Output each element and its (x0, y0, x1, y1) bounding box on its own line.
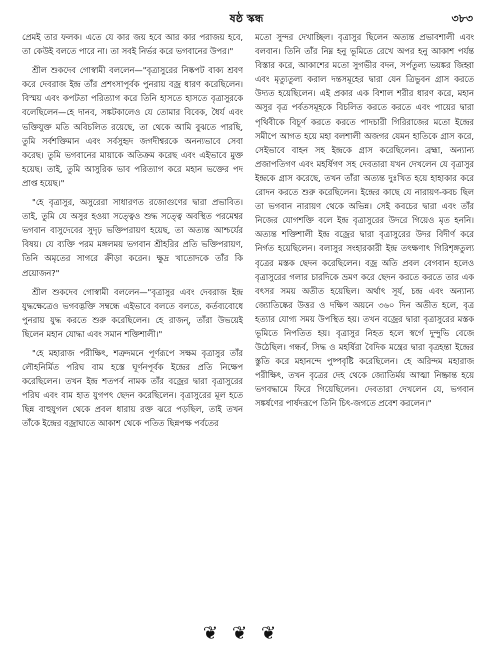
paragraph: প্রেমই তার ফলক। এতে যে কার জয় হবে আর কার পরাজয় হবে, তা কেউই বলতে পারে না। তা সবই নির্ভর করে ভগবানের উপর।" (22, 32, 243, 57)
page-number: ৩৮৩ (451, 12, 473, 25)
paragraph: শ্রীল শুকদেব গোস্বামী বললেন—"বৃত্রাসুর এবং দেবরাজ ইন্দ্র যুদ্ধক্ষেত্রেও ভগবদ্ভক্তি সম্বন্ধে এইভাবে বলতে বলতে, কর্তব্যবোধে পুনরায় যুদ্ধ করতে শুরু করেছিলেন। হে রাজন্, তাঁরা উভয়েই ছিলেন মহান যোদ্ধা এবং সমান শক্তিশালী।" (22, 286, 243, 339)
footer-ornament (0, 623, 493, 653)
paragraph: "হে মহারাজ পরীক্ষিৎ, শত্রুদমনে পূর্ণরূপে সক্ষম বৃত্রাসুর তাঁর লৌহনির্মিত পরিঘ বাম হস্তে ঘূর্ণনপূর্বক ইন্দ্রের প্রতি নিক্ষেপ করেছিলেন। তখন ইন্দ্র শতপর্ব নামক তাঁর বজ্রের দ্বারা বৃত্রাসুরের পরিঘ এবং বাম হাত যুগপৎ ছেদন করেছিলেন। বৃত্রাসুরের মূল হতে ছিন্ন বাহুযুগল থেকে প্রবল ধারায় রক্ত ঝরে পড়ছিল, তাই তখন তাঁকে ইন্দ্রের বজ্রাঘাতে আকাশ থেকে পতিত ছিন্নপক্ষ পর্বতের (22, 347, 243, 429)
page-header (0, 10, 493, 30)
text-column-left (22, 30, 243, 615)
paragraph: "হে বৃত্রাসুর, অসুরেরা সাধারণত রজোগুণের দ্বারা প্রভাবিত। তাই, তুমি যে অসুর হওয়া সত্ত্বেও শুদ্ধ সত্ত্বে অবস্থিত পরমেশ্বর ভগবান বাসুদেবের সুদৃঢ় ভক্তিপরায়ণ হয়েছ, তা অত্যন্ত আশ্চর্যের বিষয়। যে ব্যক্তি পরম মঙ্গলময় ভগবান শ্রীহরির প্রতি ভক্তিপরায়ণ, তিনি অমৃতের সাগরে ক্রীড়া করেন। ক্ষুদ্র খাতোদকে তাঁর কি প্রয়োজন?" (22, 197, 243, 278)
paragraph: শ্রীল শুকদেব গোস্বামী বললেন—"বৃত্রাসুরের নিষ্কপট বাক্য শ্রবণ করে দেবরাজ ইন্দ্র তাঁর প্রশংসাপূর্বক পুনরায় বজ্র ধারণ করেছিলেন। বিস্ময় এবং কপটতা পরিত্যাগ করে তিনি হাসতে হাসতে বৃত্রাসুরকে বলেছিলেন—হে দানব, সঙ্কটকালেও যে তোমার বিবেক, ধৈর্য এবং ভক্তিযুক্ত মতি অবিচলিত রয়েছে, তা থেকে আমি বুঝতে পারছি, তুমি সর্বশক্তিমান এবং সর্বসুহৃদ জগদীশ্বরকে অনন্যভাবে সেবা করেছ। তুমি ভগবানের মায়াকে অতিক্রম করেছ এবং এইভাবে মুক্ত হয়েছ। তাই, তুমি আসুরিক ভাব পরিত্যাগ করে মহান ভক্তের পদ প্রাপ্ত হয়েছ।" (22, 65, 243, 188)
text-column-right (255, 30, 474, 615)
running-title: ষষ্ঠ স্কন্ধ (229, 12, 264, 25)
ornament-icon: ❦ (202, 623, 232, 644)
ornament-icon: ❦ (231, 623, 262, 644)
ornament-icon: ❦ (261, 623, 291, 644)
paragraph: মতো সুন্দর দেখাচ্ছিল। বৃত্রাসুর ছিলেন অত্যন্ত প্রভাবশালী এবং বলবান। তিনি তাঁর নিম্ন হনু ভূমিতে রেখে অপর হনু আকাশ পর্যন্ত বিস্তার করে, আকাশের মতো সুগভীর বদন, সর্পতুল্য ভয়ঙ্কর জিহ্বা এবং মৃত্যুতুল্য করাল দন্তসমূহের দ্বারা যেন ত্রিভুবন গ্রাস করতে উদ্যত হয়েছিলেন। এই প্রকার এক বিশাল শরীর ধারণ করে, মহান অসুর বৃত্র পর্বতসমূহকে বিচলিত করতে করতে এবং পায়ের দ্বারা পৃথিবীকে বিচূর্ণ করতে করতে পাদচারী গিরিরাজের মতো ইন্দ্রের সমীপে আগত হয়ে মহা বলশালী অজগর যেমন হাতিকে গ্রাস করে, সেইভাবে বাহন সহ ইন্দ্রকে গ্রাস করেছিলেন। ব্রহ্মা, অন্যান্য প্রজাপতিগণ এবং মহর্ষিগণ সহ দেবতারা যখন দেখলেন যে বৃত্রাসুর ইন্দ্রকে গ্রাস করেছে, তখন তাঁরা অত্যন্ত দুঃখিত হয়ে হাহাকার করে রোদন করতে শুরু করেছিলেন। ইন্দ্রের কাছে যে নারায়ণ-কবচ ছিল তা ভগবান নারায়ণ থেকে অভিন্ন। সেই কবচের দ্বারা এবং তাঁর নিজের যোগশক্তি বলে ইন্দ্র বৃত্রাসুরের উদরে গিয়েও মৃত হননি। অত্যন্ত শক্তিশালী ইন্দ্র বজ্রের দ্বারা বৃত্রাসুরের উদর বিদীর্ণ করে নির্গত হয়েছিলেন। বলাসুর সংহারকারী ইন্দ্র তৎক্ষণাৎ গিরিশৃঙ্গতুল্য বৃত্রের মস্তক ছেদন করেছিলেন। বজ্র অতি প্রবল বেগবান হলেও বৃত্রাসুরের গলার চারদিকে ভ্রমণ করে ছেদন করতে করতে তার এক বৎসর সময় অতীত হয়েছিল। অর্থাৎ সূর্য, চন্দ্র এবং অন্যান্য জ্যোতিষ্কের উত্তর ও দক্ষিণ অয়নে ৩৬০ দিন অতীত হলে, বৃত্র হত্যার যোগ্য সময় উপস্থিত হয়। তখন বজ্রের দ্বারা বৃত্রাসুরের মস্তক ভূমিতে নিপতিত হয়। বৃত্রাসুর নিহত হলে স্বর্গে দুন্দুভি বেজে উঠেছিল। গন্ধর্ব, সিদ্ধ ও মহর্ষিরা বৈদিক মন্ত্রের দ্বারা বৃত্রহন্তা ইন্দ্রের স্তুতি করে মহানন্দে পুষ্পবৃষ্টি করেছিলেন। হে অরিন্দম মহারাজ পরীক্ষিৎ, তখন বৃত্রের দেহ থেকে জ্যোতির্ময় আত্মা নিষ্ক্রান্ত হয়ে ভগবদ্ধামে ফিরে গিয়েছিলেন। দেবতারা দেখলেন যে, ভগবান সঙ্কর্ষণের পার্ষদরূপে তিনি চিৎ-জগতে প্রবেশ করলেন।" (255, 32, 474, 409)
